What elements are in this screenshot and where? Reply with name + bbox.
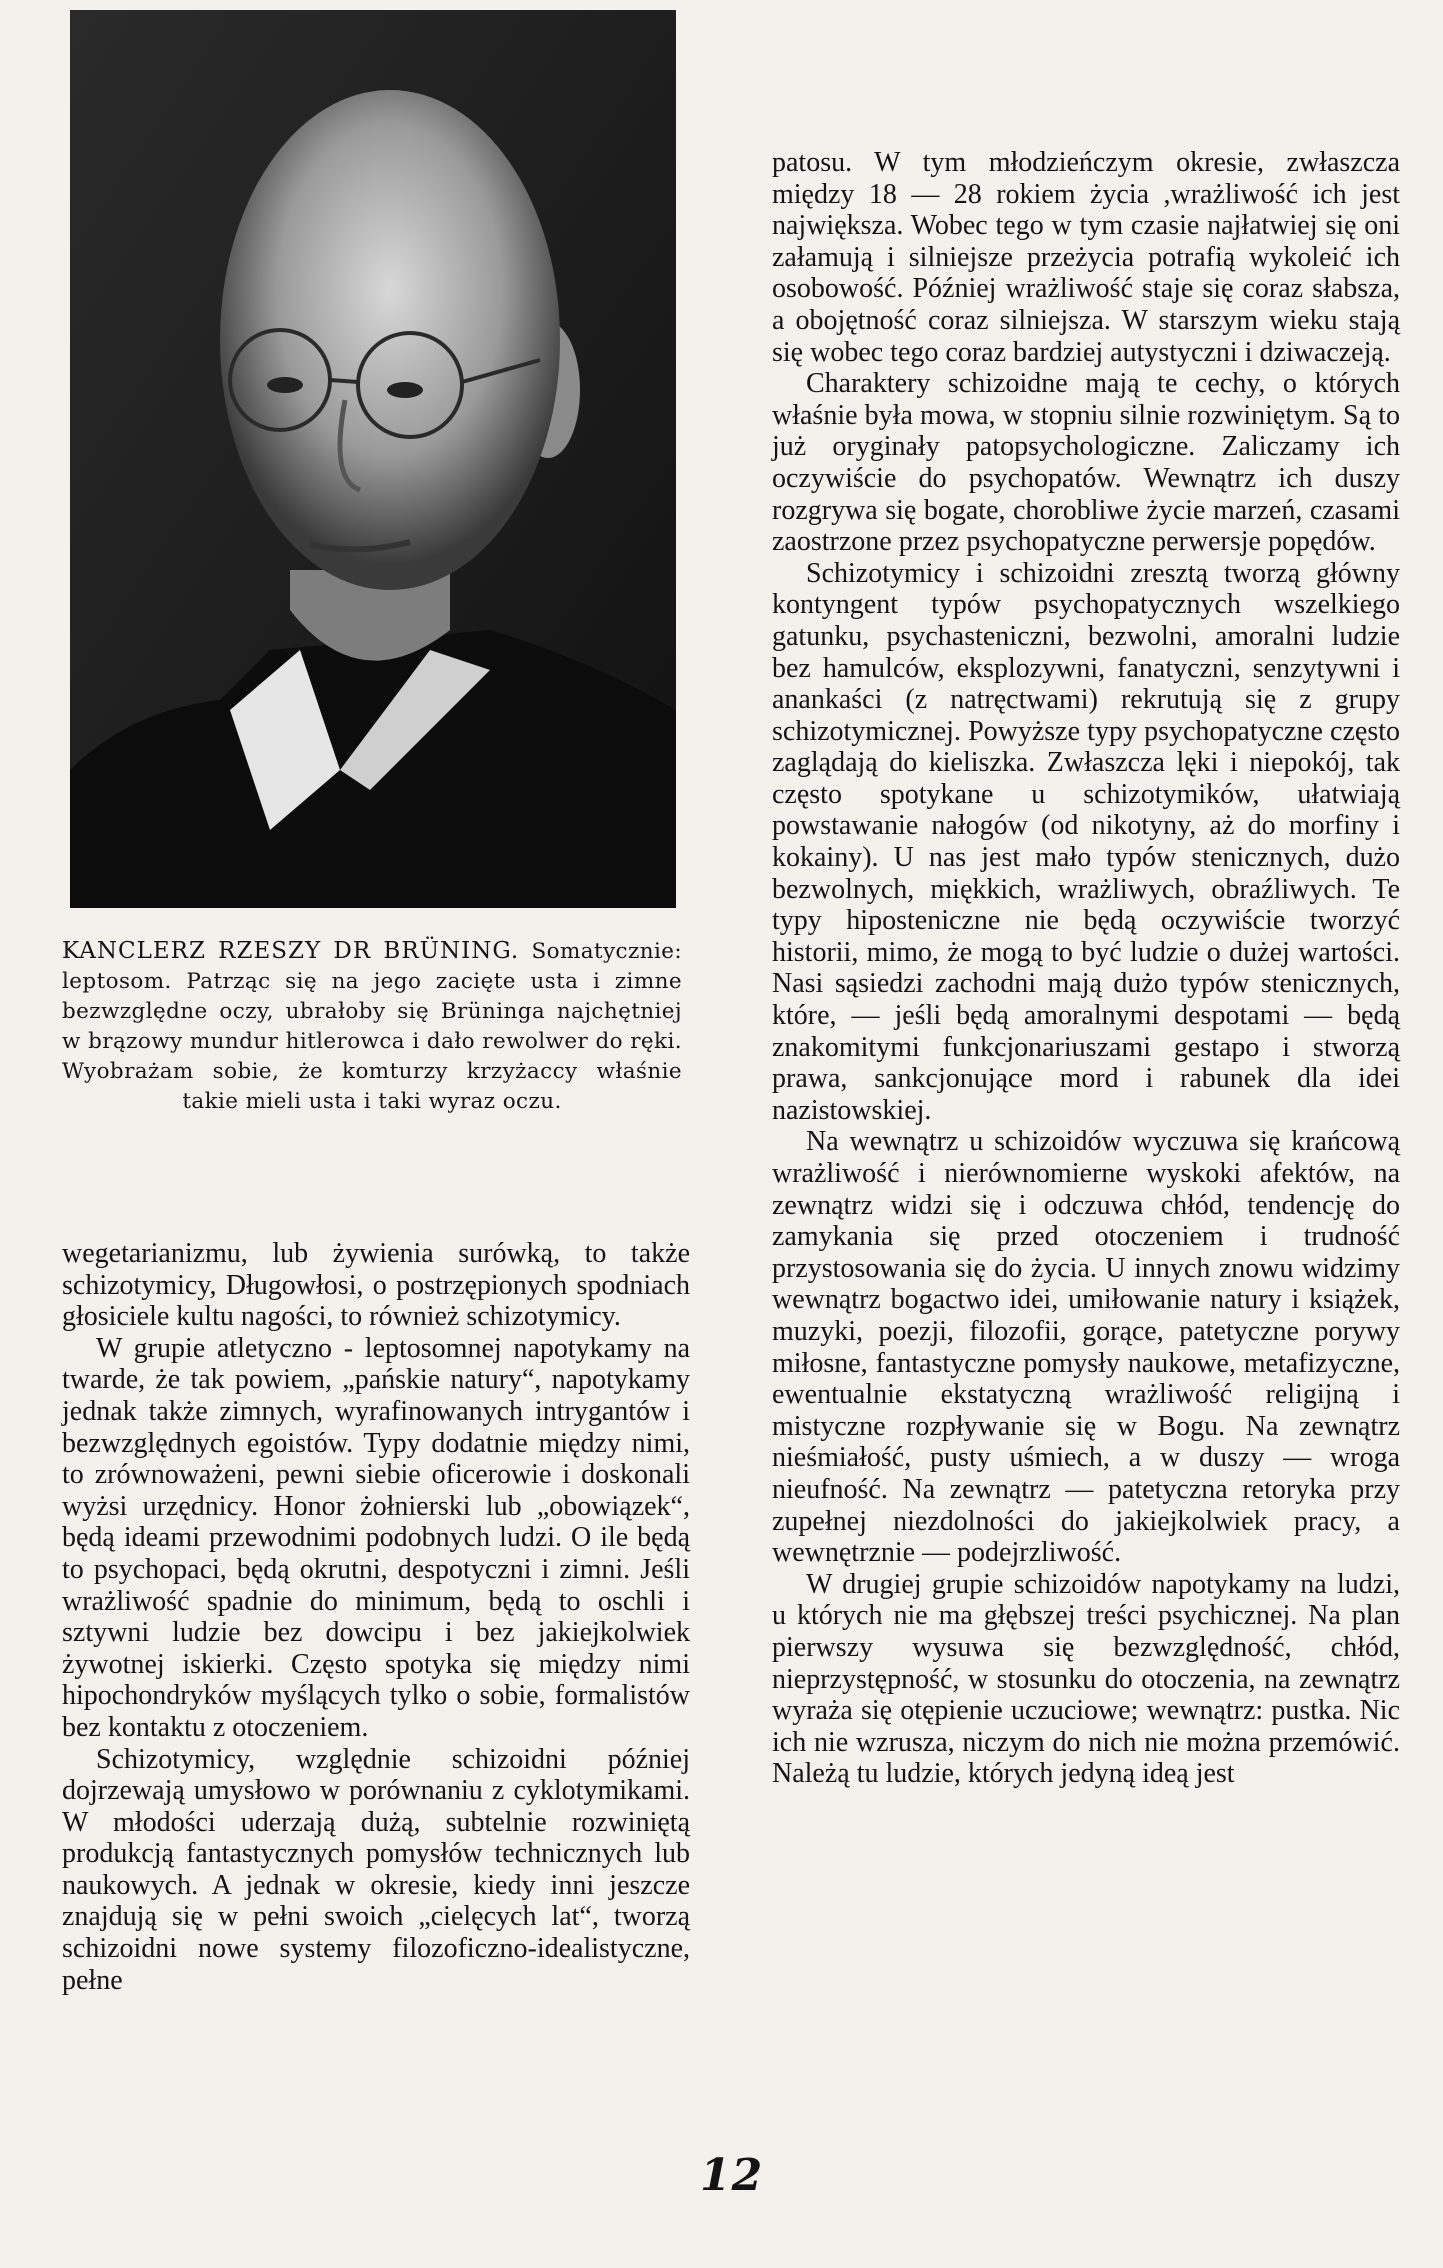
page-number: 12 xyxy=(700,2150,764,2201)
right-paragraph-2: Charaktery schizoidne mają te cechy, o których właśnie była mowa, w stopniu silnie rozwiniętym. Są to już oryginały patopsychologiczne. Zaliczamy ich oczywiście do psychopatów. Wewnątrz ich duszy rozgrywa się bogate, chorobliwe życie marzeń, czasami zaostrzone przez psychopatyczne perwersje popędów. xyxy=(772,368,1400,558)
left-paragraph-2: W grupie atletyczno - leptosomnej napotykamy na twarde, że tak powiem, „pańskie natury“, napotykamy jednak także zimnych, wyrafinowanych intrygantów i bezwzględnych egoistów. Typy dodatnie między nimi, to zrównoważeni, pewni siebie oficerowie i doskonali wyżsi urzędnicy. Honor żołnierski lub „obowiązek“, będą ideami przewodnimi podobnych ludzi. O ile będą to psychopaci, będą okrutni, despotyczni i zimni. Jeśli wrażliwość spadnie do minimum, będą to oschli i sztywni ludzie bez dowcipu i bez jakiejkolwiek żywotnej iskierki. Często spotyka się między nimi hipochondryków myślących tylko o sobie, formalistów bez kontaktu z otoczeniem. xyxy=(62,1332,690,1743)
left-paragraph-1: wegetarianizmu, lub żywienia surówką, to także schizotymicy, Długowłosi, o postrzępionych spodniach głosiciele kultu nagości, to również schizotymicy. xyxy=(62,1238,690,1333)
right-text-column xyxy=(772,147,1400,1790)
caption-title: KANCLERZ RZESZY DR BRÜNING. xyxy=(62,938,532,964)
photo-caption xyxy=(62,936,682,1117)
left-paragraph-3: Schizotymicy, względnie schizoidni później dojrzewają umysłowo w porównaniu z cyklotymikami. W młodości uderzają dużą, subtelnie rozwiniętą produkcją fantastycznych pomysłów technicznych lub naukowych. A jednak w okresie, kiedy inni jeszcze znajdują się w pełni swoich „cielęcych lat“, tworzą schizoidni nowe systemy filozoficzno-idealistyczne, pełne xyxy=(62,1743,690,1996)
portrait-photo xyxy=(70,10,676,908)
caption-text: Somatycznie: leptosom. Patrząc się na jego zacięte usta i zimne bezwzględne oczy, ubrałoby się Brüninga najchętniej w brązowy mundur hitlerowca i dało rewolwer do ręki. Wyobrażam sobie, że komturzy krzyżaccy właśnie takie mieli usta i taki wyraz oczu. xyxy=(62,939,682,1114)
right-paragraph-3: Schizotymicy i schizoidni zresztą tworzą główny kontyngent typów psychopatycznych wszelkiego gatunku, psychasteniczni, bezwolni, amoralni ludzie bez hamulców, eksplozywni, fanatyczni, senzytywni i anankaści (z natręctwami) rekrutują się z grupy schizotymicznej. Powyższe typy psychopatyczne często zaglądają do kieliszka. Zwłaszcza lęki i niepokój, tak często spotykane u schizotymików, ułatwiają powstawanie nałogów (od nikotyny, aż do morfiny i kokainy). U nas jest mało typów stenicznych, dużo bezwolnych, miękkich, wrażliwych, obraźliwych. Te typy hiposteniczne nie będą oczywiście tworzyć historii, mimo, że mogą to być ludzie o dużej wartości. Nasi sąsiedzi zachodni mają dużo typów stenicznych, które, — jeśli będą amoralnymi despotami — będą znakomitymi funkcjonariuszami gestapo i stworzą prawa, sankcjonujące mord i rabunek dla idei nazistowskiej. xyxy=(772,557,1400,1126)
left-text-column xyxy=(62,1238,690,1996)
portrait-image xyxy=(70,10,676,908)
right-paragraph-5: W drugiej grupie schizoidów napotykamy na ludzi, u których nie ma głębszej treści psychicznej. Na plan pierwszy wysuwa się bezwzględność, chłód, nieprzystępność, w stosunku do otoczenia, na zewnątrz wyraża się otępienie uczuciowe; wewnątrz: pustka. Nic ich nie wzrusza, niczym do nich nie można przemówić. Należą tu ludzie, których jedyną ideą jest xyxy=(772,1568,1400,1790)
right-paragraph-1: patosu. W tym młodzieńczym okresie, zwłaszcza między 18 — 28 rokiem życia ,wrażliwość ich jest największa. Wobec tego w tym czasie najłatwiej się oni załamują i silniejsze przeżycia potrafią wykoleić ich osobowość. Później wrażliwość staje się coraz słabsza, a obojętność coraz silniejsza. W starszym wieku stają się wobec tego coraz bardziej autystyczni i dziwaczeją. xyxy=(772,147,1400,368)
right-paragraph-4: Na wewnątrz u schizoidów wyczuwa się krańcową wrażliwość i nierównomierne wyskoki afektów, na zewnątrz widzi się i odczuwa chłód, tendencję do zamykania się przed otoczeniem i trudność przystosowania się do życia. U innych znowu widzimy wewnątrz bogactwo idei, umiłowanie natury i książek, muzyki, poezji, filozofii, gorące, patetyczne porywy miłosne, fantastyczne pomysły naukowe, metafizyczne, ewentualnie ekstatyczną wrażliwość religijną i mistyczne rozpływanie się w Bogu. Na zewnątrz nieśmiałość, pusty uśmiech, a w duszy — wroga nieufność. Na zewnątrz — patetyczna retoryka przy zupełnej niezdolności do jakiejkolwiek pracy, a wewnętrznie — podejrzliwość. xyxy=(772,1126,1400,1569)
